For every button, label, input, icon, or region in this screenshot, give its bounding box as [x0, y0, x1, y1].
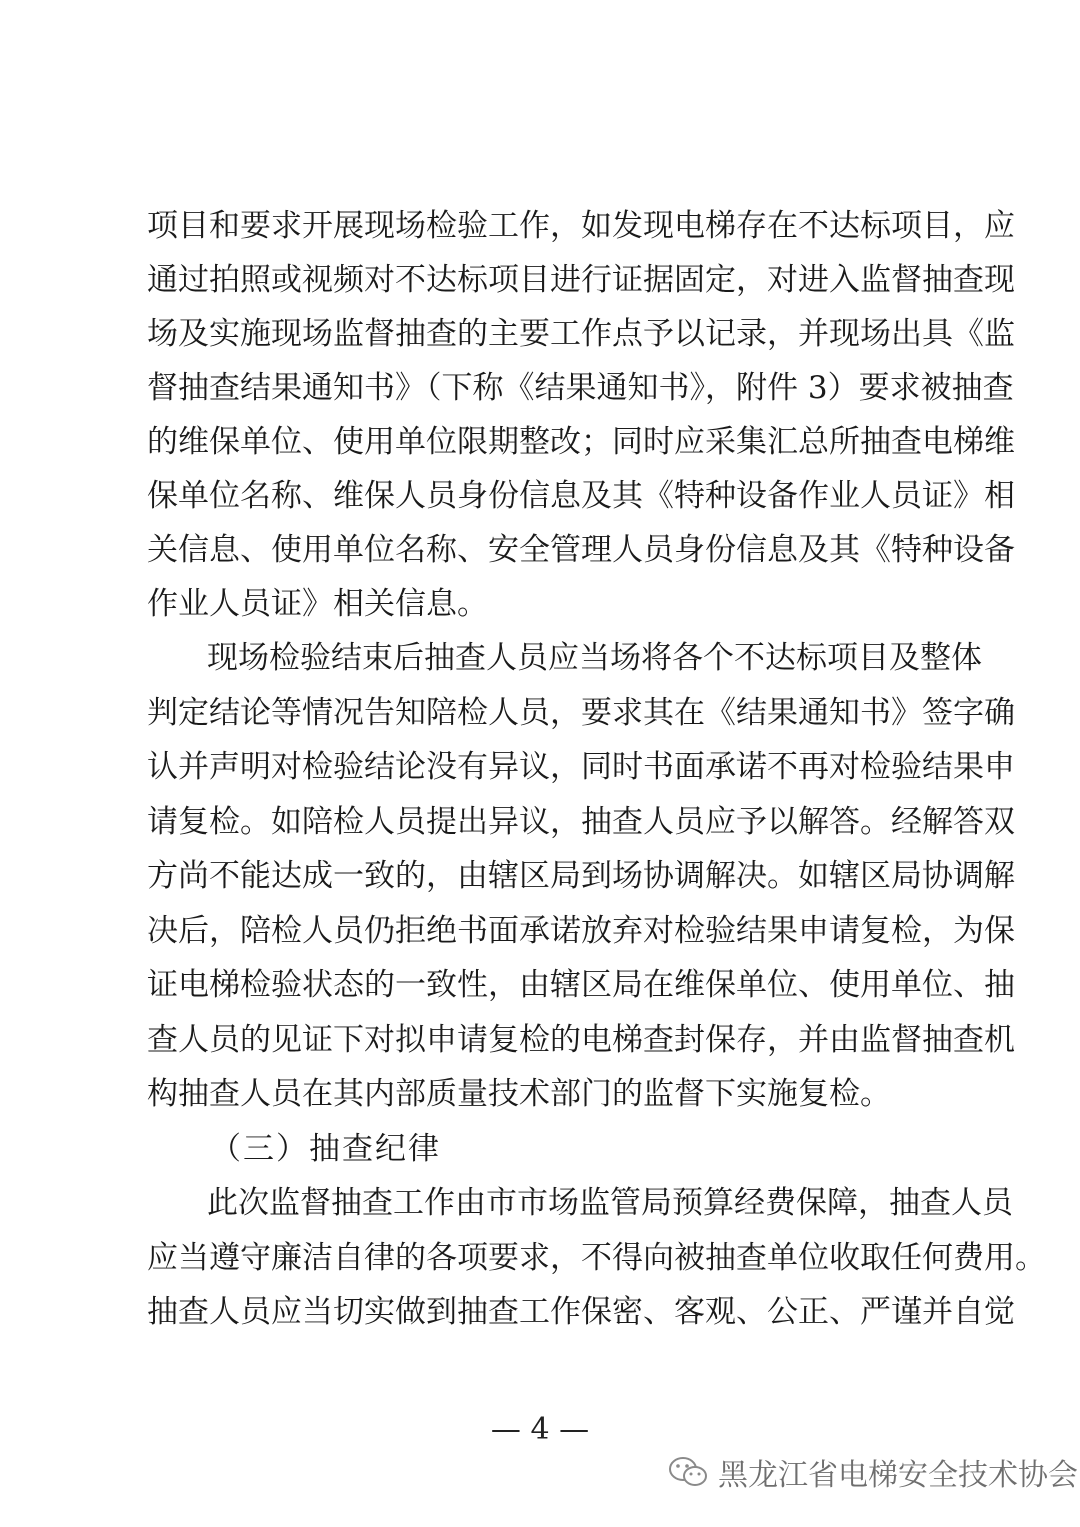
body-line: 的维保单位、使用单位限期整改；同时应采集汇总所抽查电梯维: [147, 424, 1015, 460]
body-line: 保单位名称、维保人员身份信息及其《特种设备作业人员证》相: [147, 478, 1015, 514]
body-line: 方尚不能达成一致的，由辖区局到场协调解决。如辖区局协调解: [147, 858, 1015, 894]
body-line: 此次监督抽查工作由市市场监管局预算经费保障，抽查人员: [207, 1185, 1013, 1221]
body-line: 构抽查人员在其内部质量技术部门的监督下实施复检。: [147, 1076, 891, 1112]
body-line: 查人员的见证下对拟申请复检的电梯查封保存，并由监督抽查机: [147, 1022, 1015, 1058]
body-line: 场及实施现场监督抽查的主要工作点予以记录，并现场出具《监: [147, 316, 1015, 352]
body-line: 决后，陪检人员仍拒绝书面承诺放弃对检验结果申请复检，为保: [147, 913, 1015, 949]
body-line: 通过拍照或视频对不达标项目进行证据固定，对进入监督抽查现: [147, 262, 1015, 298]
body-line: 判定结论等情况告知陪检人员，要求其在《结果通知书》签字确: [147, 695, 1015, 731]
body-line: 认并声明对检验结论没有异议，同时书面承诺不再对检验结果申: [147, 749, 1015, 785]
wechat-icon: [668, 1455, 708, 1489]
page-number: — 4 —: [490, 1412, 590, 1447]
body-line: 应当遵守廉洁自律的各项要求，不得向被抽查单位收取任何费用。: [147, 1240, 1046, 1276]
body-line: 请复检。如陪检人员提出异议，抽查人员应予以解答。经解答双: [147, 804, 1015, 840]
body-line: 督抽查结果通知书》（下称《结果通知书》，附件 3）要求被抽查: [147, 370, 1014, 406]
body-line: 关信息、使用单位名称、安全管理人员身份信息及其《特种设备: [147, 532, 1015, 568]
section-heading: （三）抽查纪律: [210, 1131, 441, 1167]
body-line: 项目和要求开展现场检验工作，如发现电梯存在不达标项目，应: [147, 208, 1015, 244]
body-line: 抽查人员应当切实做到抽查工作保密、客观、公正、严谨并自觉: [147, 1294, 1015, 1330]
watermark-text: 黑龙江省电梯安全技术协会: [718, 1458, 1078, 1493]
body-line: 作业人员证》相关信息。: [147, 586, 488, 622]
body-line: 证电梯检验状态的一致性，由辖区局在维保单位、使用单位、抽: [147, 967, 1015, 1003]
body-line: 现场检验结束后抽查人员应当场将各个不达标项目及整体: [207, 640, 982, 676]
watermark: [668, 1452, 1078, 1492]
